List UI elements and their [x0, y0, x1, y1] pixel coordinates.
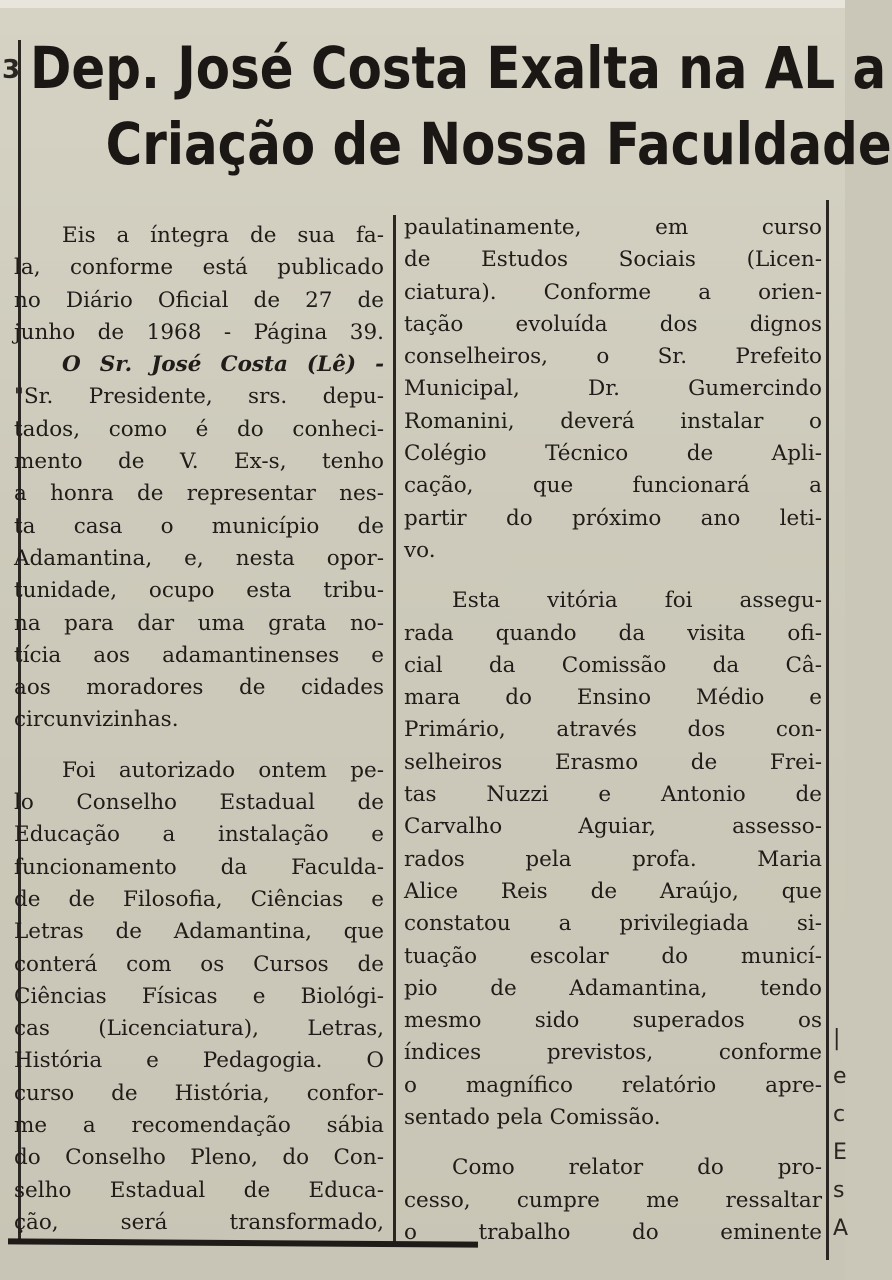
- text-line: Foi autorizado ontem pe-: [62, 757, 384, 783]
- text-line: de de Filosofia, Ciências e: [14, 886, 384, 912]
- text-line: partir do próximo ano leti-: [404, 505, 822, 531]
- column-divider-rule: [393, 215, 396, 1245]
- paragraph-gap: [404, 567, 822, 585]
- text-line: tunidade, ocupo esta tribu-: [14, 578, 384, 604]
- text-line: tados, como é do conheci-: [14, 416, 384, 442]
- text-line: índices previstos, conforme: [404, 1040, 822, 1066]
- text-line: "Sr. Presidente, srs. depu-: [14, 384, 384, 410]
- text-line: na para dar uma grata no-: [14, 610, 384, 636]
- text-line: do Conselho Pleno, do Con-: [14, 1145, 384, 1171]
- text-line: aos moradores de cidades: [14, 675, 384, 701]
- right-edge-char: s: [833, 1178, 845, 1203]
- right-column: [404, 212, 822, 1249]
- headline-line-2: Criação de Nossa Faculdade: [105, 110, 892, 178]
- text-line: rados pela profa. Maria: [404, 846, 822, 872]
- text-line: selheiros Erasmo de Frei-: [404, 749, 822, 775]
- right-edge-fragments: [833, 1020, 849, 1248]
- headline: [30, 30, 892, 182]
- text-line: cação, que funcionará a: [404, 473, 822, 499]
- text-line: mara do Ensino Médio e: [404, 685, 822, 711]
- right-column-rule: [826, 200, 829, 1260]
- text-line: tação evoluída dos dignos: [404, 311, 822, 337]
- text-line: constatou a privilegiada si-: [404, 911, 822, 937]
- right-edge-char: |: [833, 1026, 841, 1051]
- text-line: cas (Licenciatura), Letras,: [14, 1016, 384, 1042]
- right-edge-char: E: [833, 1140, 847, 1165]
- text-line: Letras de Adamantina, que: [14, 919, 384, 945]
- text-line: Colégio Técnico de Apli-: [404, 441, 822, 467]
- text-line: ção, será transformado,: [14, 1209, 384, 1235]
- text-line: tuação escolar do municí-: [404, 943, 822, 969]
- text-line: rada quando da visita ofi-: [404, 620, 822, 646]
- text-line: História e Pedagogia. O: [14, 1048, 384, 1074]
- text-line: Romanini, deverá instalar o: [404, 408, 822, 434]
- text-line: Primário, através dos con-: [404, 717, 822, 743]
- text-line: cesso, cumpre me ressaltar: [404, 1187, 822, 1213]
- paragraph-gap: [404, 1134, 822, 1152]
- text-line: lo Conselho Estadual de: [14, 790, 384, 816]
- text-line: Ciências Físicas e Biológi-: [14, 983, 384, 1009]
- text-line: de Estudos Sociais (Licen-: [404, 247, 822, 273]
- text-line: selho Estadual de Educa-: [14, 1177, 384, 1203]
- speaker-line: O Sr. José Costa (Lê) -: [62, 352, 384, 378]
- right-edge-char: A: [833, 1216, 849, 1241]
- text-line: sentado pela Comissão.: [404, 1105, 661, 1131]
- text-line: pio de Adamantina, tendo: [404, 975, 822, 1001]
- text-line: junho de 1968 - Página 39.: [14, 319, 384, 345]
- text-line: ciatura). Conforme a orien-: [404, 279, 822, 305]
- headline-line-1: Dep. José Costa Exalta na AL a: [30, 34, 887, 102]
- text-line: mento de V. Ex-s, tenho: [14, 449, 384, 475]
- text-line: Esta vitória foi assegu-: [452, 588, 822, 614]
- text-line: tas Nuzzi e Antonio de: [404, 782, 822, 808]
- text-line: paulatinamente, em curso: [404, 215, 822, 240]
- text-line: o magnífico relatório apre-: [404, 1072, 822, 1098]
- text-line: no Diário Oficial de 27 de: [14, 287, 384, 313]
- text-line: Educação a instalação e: [14, 822, 384, 848]
- text-line: ta casa o município de: [14, 513, 384, 539]
- text-line: curso de História, confor-: [14, 1080, 384, 1106]
- text-line: vo.: [404, 537, 436, 563]
- text-line: Municipal, Dr. Gumercindo: [404, 376, 822, 402]
- text-line: funcionamento da Faculda-: [14, 854, 384, 880]
- left-column: [14, 220, 384, 1239]
- text-line: conterá com os Cursos de: [14, 951, 384, 977]
- text-line: Alice Reis de Araújo, que: [404, 878, 822, 904]
- right-edge-char: e: [833, 1064, 847, 1089]
- paragraph-gap: [14, 737, 384, 755]
- text-line: mesmo sido superados os: [404, 1008, 822, 1034]
- text-line: cial da Comissão da Câ-: [404, 652, 822, 678]
- left-edge-fragment: 3: [2, 55, 21, 85]
- text-line: circunvizinhas.: [14, 707, 179, 733]
- text-line: Carvalho Aguiar, assesso-: [404, 814, 822, 840]
- text-line: Como relator do pro-: [452, 1155, 822, 1181]
- text-line: Eis a íntegra de sua fa-: [62, 223, 384, 248]
- text-line: tícia aos adamantinenses e: [14, 642, 384, 668]
- text-line: Adamantina, e, nesta opor-: [14, 545, 384, 571]
- text-line: o trabalho do eminente: [404, 1219, 822, 1245]
- text-line: a honra de representar nes-: [14, 481, 384, 507]
- top-edge: [0, 0, 845, 8]
- text-line: me a recomendação sábia: [14, 1113, 384, 1139]
- text-line: conselheiros, o Sr. Prefeito: [404, 344, 822, 370]
- text-line: la, conforme está publicado: [14, 255, 384, 281]
- right-edge-char: c: [833, 1102, 846, 1127]
